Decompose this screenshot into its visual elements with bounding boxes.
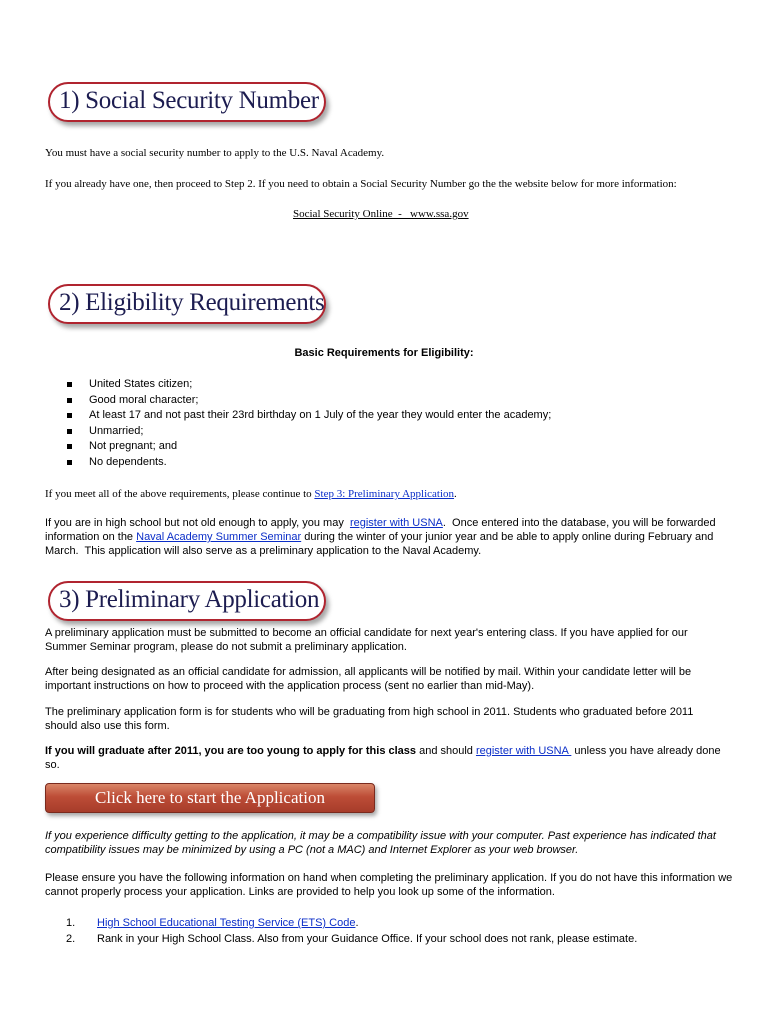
info-item: 2. Rank in your High School Class. Also from your Guidance Office. If your school does not rank, please estimate. (66, 932, 638, 945)
section-1-para-2: If you already have one, then proceed to Step 2. If you need to obtain a Social Security Number go the the website below for more information: (45, 178, 677, 190)
bullet-icon (67, 460, 72, 465)
section-3-heading: 3) Preliminary Application (59, 586, 320, 613)
bullet-icon (67, 398, 72, 403)
requirement-item: Good moral character; (67, 393, 747, 409)
requirement-item: Unmarried; (67, 424, 747, 440)
section-3-para-4: If you will graduate after 2011, you are too young to apply for this class and should register with USNA unless you have already done so. (45, 745, 721, 771)
continue-paragraph: If you meet all of the above requirements, please continue to Step 3: Preliminary Application. (45, 488, 457, 500)
requirement-item: At least 17 and not past their 23rd birthday on 1 July of the year they would enter the academy; (67, 408, 747, 424)
requirements-list (67, 377, 747, 471)
summer-seminar-link[interactable]: Naval Academy Summer Seminar (136, 531, 302, 543)
bullet-icon (67, 444, 72, 449)
section-1-heading-badge (48, 82, 326, 122)
section-1-heading: 1) Social Security Number (59, 87, 319, 114)
step-3-link[interactable]: Step 3: Preliminary Application (314, 488, 455, 500)
section-3-heading-badge (48, 581, 326, 621)
bullet-icon (67, 429, 72, 434)
info-paragraph: Please ensure you have the following information on hand when completing the preliminary application. If you do not have this information we cannot properly process your application. Links are provided to help you look up some of the information. (45, 872, 733, 898)
section-3-para-3: The preliminary application form is for students who will be graduating from high school in 2011. Students who graduated before 2011 should also use this form. (45, 706, 694, 732)
compatibility-note: If you experience difficulty getting to the application, it may be a compatibility issue with your computer. Past experience has indicated that compatibility issues may be minimized by using a PC (not a MAC) and Internet Explorer as your web browser. (45, 830, 716, 856)
section-2-heading: 2) Eligibility Requirements (59, 289, 325, 316)
bullet-icon (67, 413, 72, 418)
section-3-para-2: After being designated as an official candidate for admission, all applicants will be notified by mail. Within your candidate letter will be important instructions on how to proceed with the application process (sent no earlier than mid-May). (45, 666, 692, 692)
requirement-item: No dependents. (67, 455, 747, 471)
start-application-button[interactable]: Click here to start the Application (45, 783, 375, 813)
section-2-heading-badge (48, 284, 326, 324)
register-usna-link[interactable]: register with USNA (349, 517, 443, 529)
register-usna-link-2[interactable]: register with USNA (475, 745, 572, 757)
section-3-para-1: A preliminary application must be submitted to become an official candidate for next year's entering class. If you have applied for our Summer Seminar program, please do not submit a preliminary application. (45, 627, 688, 653)
info-list (66, 916, 746, 947)
requirement-item: Not pregnant; and (67, 439, 747, 455)
ets-code-link[interactable]: High School Educational Testing Service (ETS) Code (97, 917, 356, 929)
info-item: 1. High School Educational Testing Service (ETS) Code. (66, 917, 359, 929)
section-1-para-1: You must have a social security number to apply to the U.S. Naval Academy. (45, 147, 385, 159)
ssa-link[interactable]: Social Security Online - www.ssa.gov (293, 208, 469, 220)
requirement-item: United States citizen; (67, 377, 747, 393)
high-school-paragraph: If you are in high school but not old enough to apply, you may register with USNA. Once entered into the database, you will be forwarded information on the Naval Academy Summer Seminar during the winter of your junior year and be able to apply online during February and March. This application will also serve as a preliminary application to the Naval Academy. (45, 517, 719, 557)
eligibility-subheading: Basic Requirements for Eligibility: (294, 347, 474, 359)
bullet-icon (67, 382, 72, 387)
